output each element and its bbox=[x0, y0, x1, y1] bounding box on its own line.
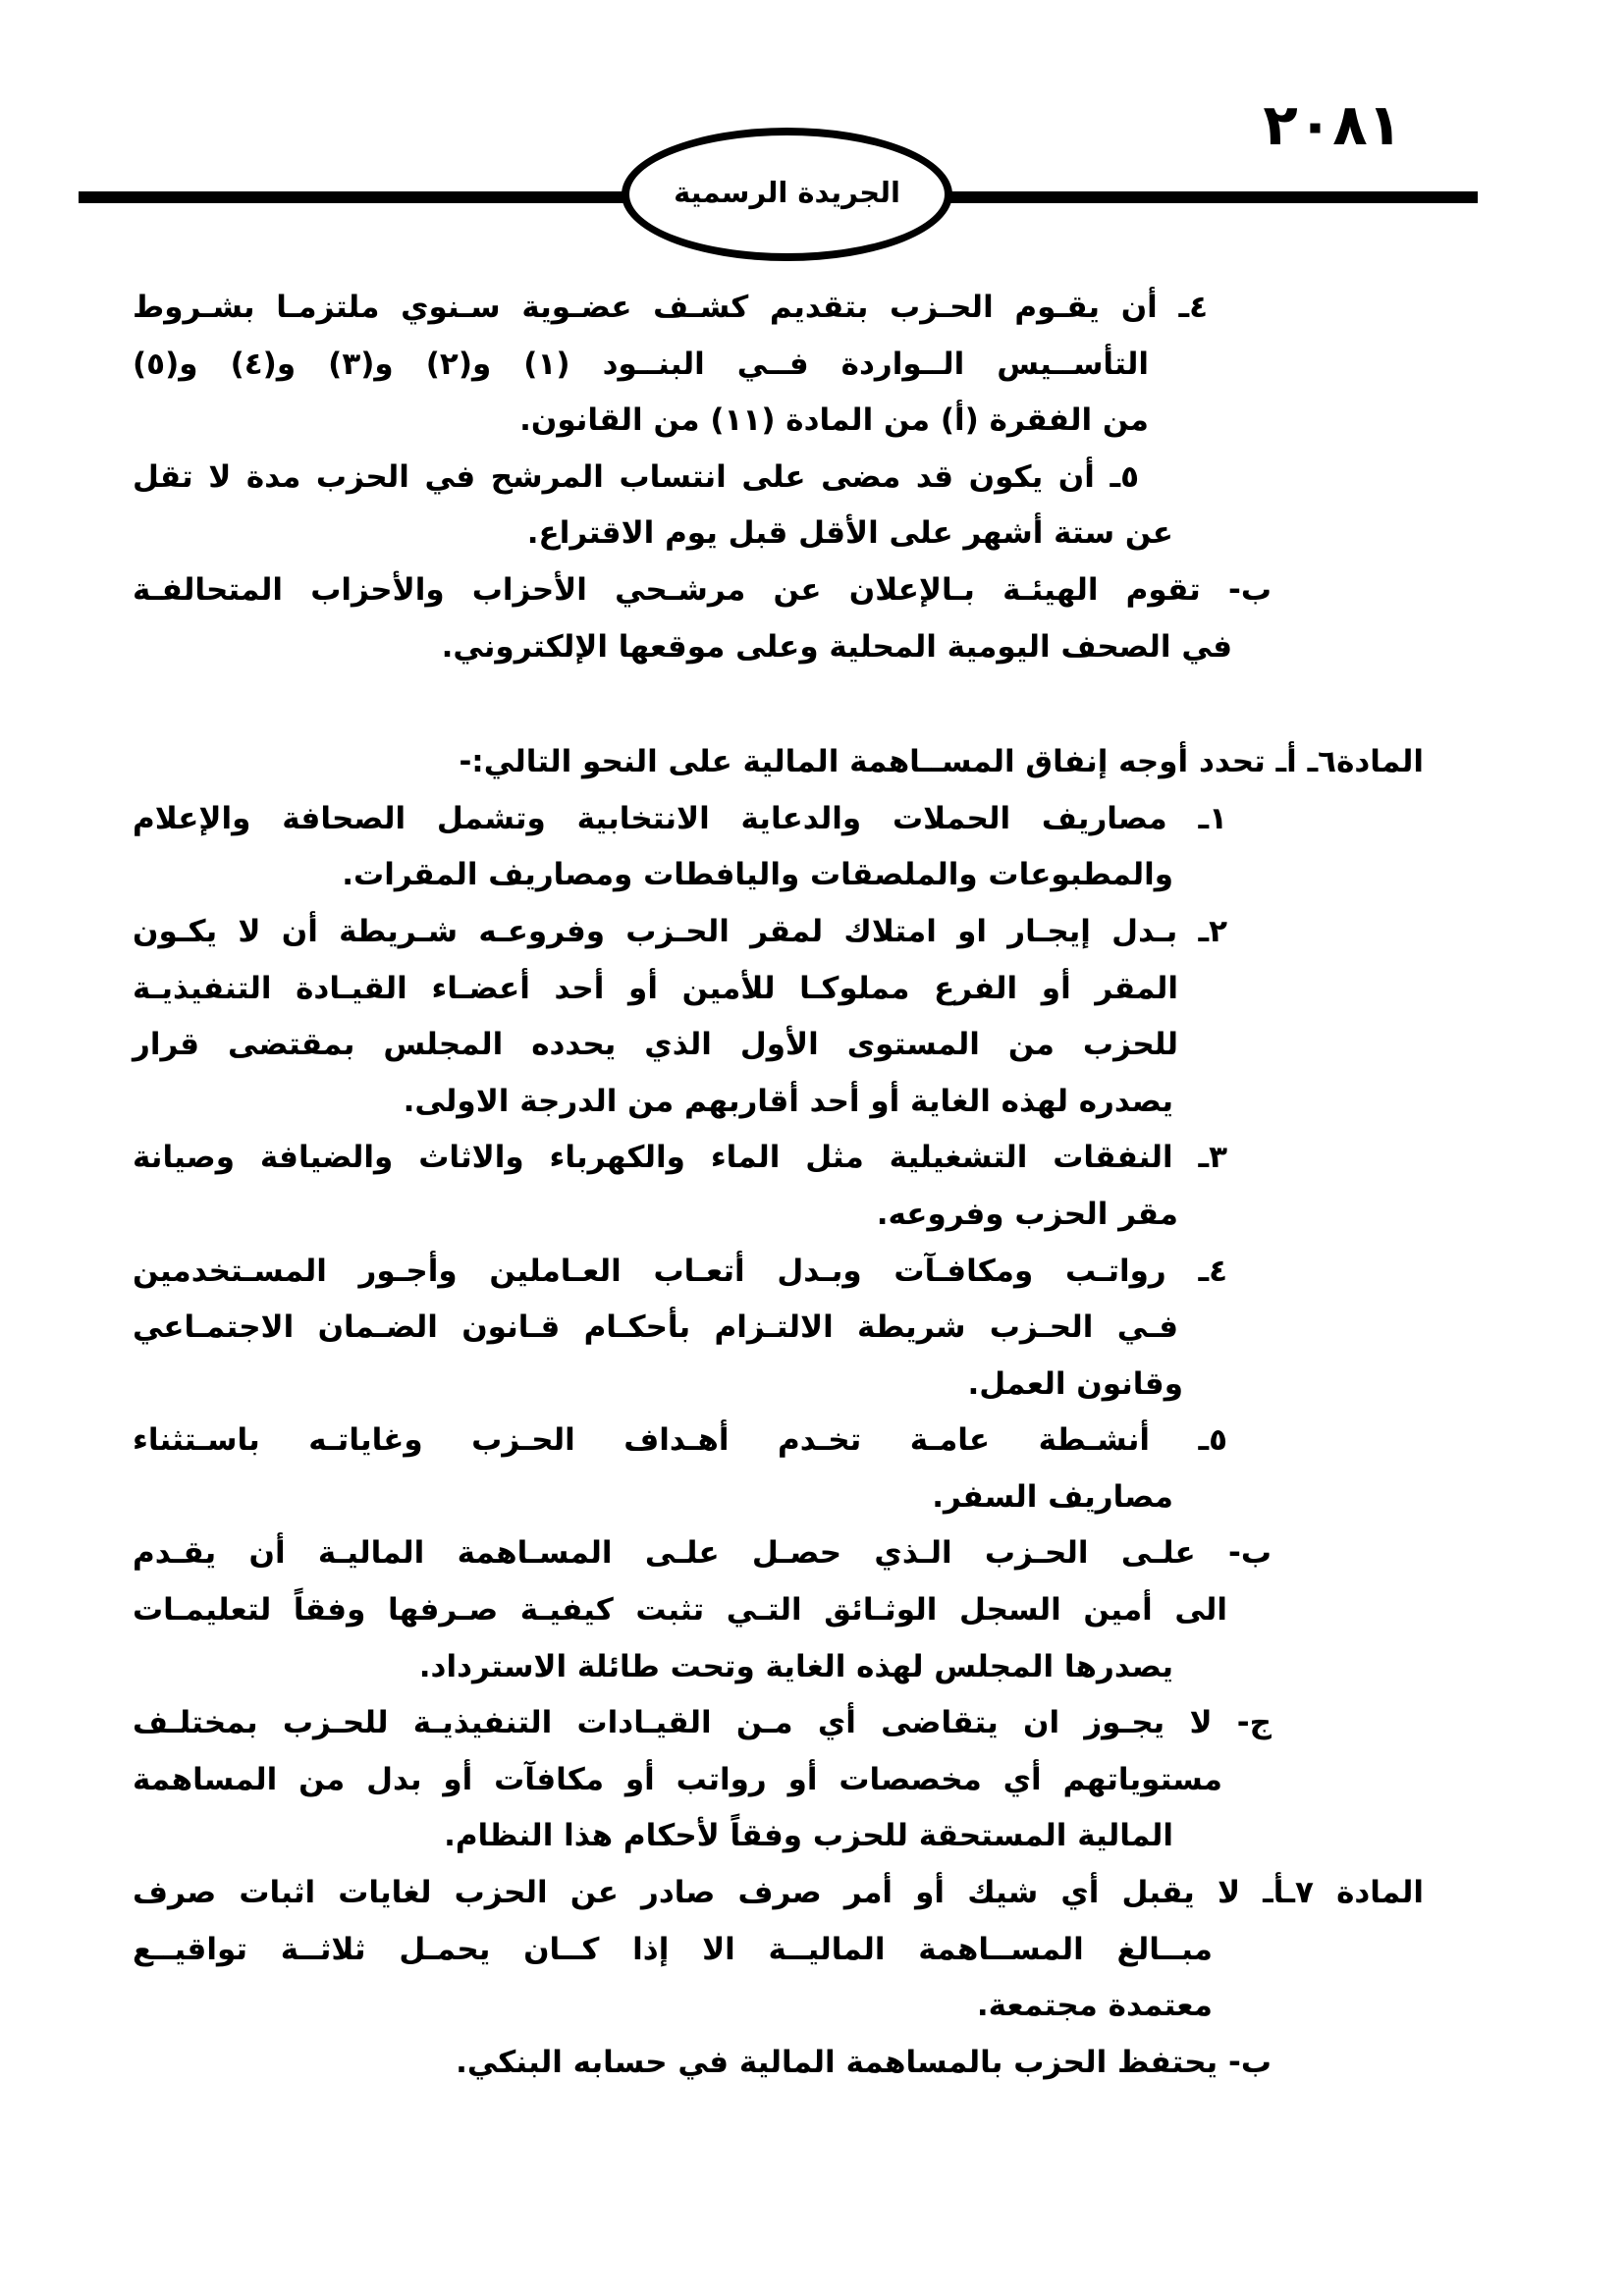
text-line: المقر أو الفرع مملوكـا للأمين أو أحد أعضـاء القيـادة التنفيذيـة bbox=[133, 970, 1178, 1006]
text-line: ٤ـ رواتـب ومكافـآت وبـدل أتعـاب العـاملين وأجـور المسـتخدمين bbox=[133, 1253, 1227, 1289]
text-line: وقانون العمل. bbox=[967, 1365, 1183, 1402]
text-line: عن ستة أشهر على الأقل قبل يوم الاقتراع. bbox=[526, 515, 1173, 552]
text-line: معتمدة مجتمعة. bbox=[976, 1988, 1213, 2024]
text-line-article-7: المادة ٧ـأـ لا يقبل أي شيك أو أمر صرف صادر عن الحزب لغايات اثبات صرف bbox=[133, 1875, 1424, 1911]
text-line: ٥ـ أن يكون قد مضى على انتساب المرشح في الحزب مدة لا تقل bbox=[133, 458, 1139, 495]
text-line: مبــالغ المســاهمة الماليــة الا إذا كــان يحمـل ثلاثــة تواقيــع bbox=[133, 1931, 1213, 1967]
text-line: في الصحف اليومية المحلية وعلى موقعها الإلكتروني. bbox=[441, 628, 1232, 665]
text-line: مقر الحزب وفروعه. bbox=[876, 1196, 1178, 1232]
document-body bbox=[133, 280, 1434, 2091]
text-line: يصدره لهذه الغاية أو أحد أقاربهم من الدرجة الاولى. bbox=[403, 1083, 1173, 1119]
text-line: ١ـ مصاريف الحملات والدعاية الانتخابية وتشمل الصحافة والإعلام bbox=[133, 800, 1227, 836]
page-number: ٢٠٨١ bbox=[1263, 91, 1402, 158]
text-line: التأســيس الــواردة فــي البنــود (١) و(٢) و(٣) و(٤) و(٥) bbox=[133, 346, 1149, 382]
text-line: ٤ـ أن يقـوم الحـزب بتقديم كشـف عضـوية سـنوي ملتزمـا بشـروط bbox=[133, 290, 1208, 325]
text-line: المالية المستحقة للحزب وفقاً لأحكام هذا النظام. bbox=[444, 1818, 1173, 1854]
text-line: مستوياتهم أي مخصصات أو رواتب أو مكافآت أو بدل من المساهمة bbox=[133, 1761, 1222, 1797]
text-line: من الفقرة (أ) من المادة (١١) من القانون. bbox=[519, 402, 1149, 439]
text-line: ب- تقوم الهيئـة بـالإعلان عن مرشـحي الأحزاب والأحزاب المتحالفـة bbox=[133, 571, 1272, 608]
gazette-banner bbox=[622, 128, 952, 261]
text-line-article-6: المادة٦ـ أـ تحدد أوجه إنفاق المســاهمة المالية على النحو التالي:- bbox=[459, 744, 1424, 780]
text-line: فـي الحـزب شريطة الالتـزام بأحكـام قـانون الضـمان الاجتمـاعي bbox=[133, 1309, 1178, 1346]
text-line: ٥ـ أنشـطة عامـة تخـدم أهـداف الحـزب وغاياتـه باسـتثناء bbox=[133, 1422, 1227, 1459]
text-line: ج- لا يجـوز ان يتقاضى أي مـن القيـادات التنفيذيـة للحـزب بمختلـف bbox=[133, 1705, 1272, 1741]
text-line: مصاريف السفر. bbox=[932, 1478, 1173, 1515]
text-line: الى أمين السجل الوثـائق التـي تثبت كيفيـة صـرفها وفقاً لتعليمـات bbox=[133, 1592, 1227, 1629]
text-line: ٢ـ بـدل إيجـار او امتلاك لمقر الحـزب وفروعـه شـريطة أن لا يكـون bbox=[133, 913, 1227, 949]
gazette-banner-title: الجريدة الرسمية bbox=[674, 176, 900, 209]
text-line: يصدرها المجلس لهذه الغاية وتحت طائلة الاسترداد. bbox=[418, 1648, 1173, 1684]
text-line: ب- يحتفظ الحزب بالمساهمة المالية في حسابه البنكي. bbox=[456, 2044, 1272, 2080]
text-line: للحزب من المستوى الأول الذي يحدده المجلس بمقتضى قرار bbox=[133, 1027, 1178, 1063]
text-line: ٣ـ النفقات التشغيلية مثل الماء والكهرباء والاثاث والضيافة وصيانة bbox=[133, 1140, 1227, 1176]
text-line: ب- علـى الحـزب الـذي حصـل علـى المسـاهمة الماليـة أن يقـدم bbox=[133, 1535, 1272, 1572]
text-line: والمطبوعات والملصقات واليافطات ومصاريف المقرات. bbox=[342, 857, 1173, 893]
